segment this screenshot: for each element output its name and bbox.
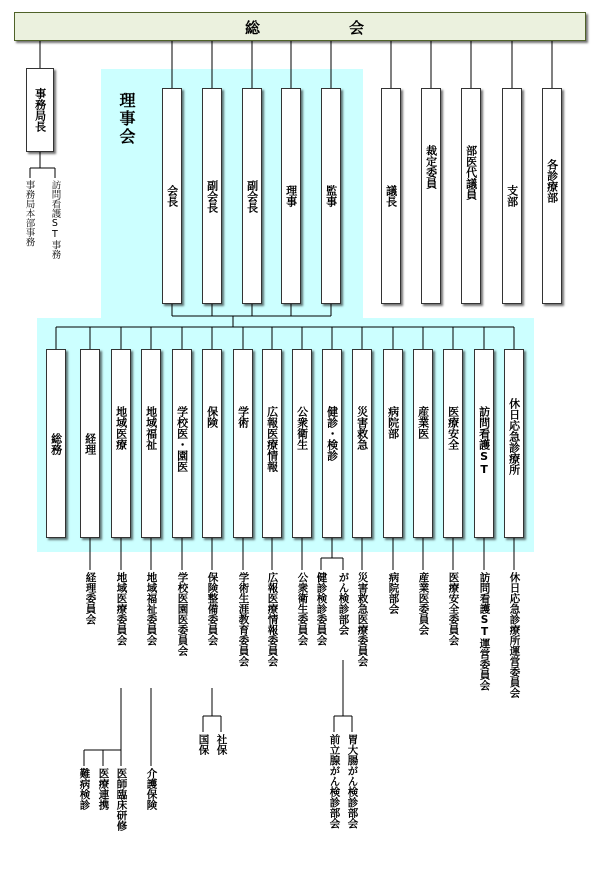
- committee-gakkoui: 学校医園医委員会: [176, 572, 189, 656]
- committee-hoken: 保険整備委員会: [206, 572, 219, 646]
- dept-chiiki-iryo: 地域医療: [111, 349, 131, 538]
- board-member-president: 会長: [162, 88, 182, 304]
- board-member-vice-president-2: 副会長: [242, 88, 262, 304]
- committee-sangyoui: 産業医委員会: [417, 572, 430, 635]
- dept-hoken: 保険: [202, 349, 222, 538]
- general-meeting-label-right: 会: [349, 19, 366, 37]
- dept-sangyoui: 産業医: [413, 349, 433, 538]
- committee-kouhou: 広報医療情報委員会: [266, 572, 279, 667]
- general-meeting-label-left: 総: [245, 19, 262, 37]
- secretariat-sub-st: 訪問看護ST事務: [49, 180, 61, 259]
- committee-iryou-anzen: 医療安全委員会: [447, 572, 460, 646]
- sub-zenritsusen: 前立腺がん検診部会: [328, 734, 341, 829]
- committee-koushu-eisei: 公衆衛生委員会: [296, 572, 309, 646]
- meeting-body-clinical: 各診療部: [542, 88, 562, 304]
- meeting-body-chair: 議長: [381, 88, 401, 304]
- meeting-body-arbitration: 裁定委員: [421, 88, 441, 304]
- committee-chiiki-iryo: 地域医療委員会: [115, 572, 128, 646]
- dept-keiri: 経理: [80, 349, 100, 538]
- committee-byouin: 病院部会: [387, 572, 400, 614]
- meeting-body-branch: 支部: [502, 88, 522, 304]
- sub-kaigo-hoken: 介護保険: [145, 768, 158, 810]
- dept-soumu: 総務: [46, 349, 66, 538]
- dept-houmon-kango: 訪問看護ST: [474, 349, 494, 538]
- sub-idaichou: 胃大腸がん検診部会: [346, 734, 359, 829]
- dept-kouhou: 広報医療情報: [262, 349, 282, 538]
- meeting-body-delegates: 部医代議員: [461, 88, 481, 304]
- dept-kenshin: 健診・検診: [322, 349, 342, 538]
- dept-kyujitsu: 休日応急診療所: [504, 349, 524, 538]
- committee-gan: がん検診部会: [337, 572, 350, 635]
- dept-saigai: 災害救急: [352, 349, 372, 538]
- committee-kyujitsu: 休日応急診療所運営委員会: [508, 572, 521, 698]
- board-member-vice-president-1: 副会長: [202, 88, 222, 304]
- sub-rinshou-kenshu: 医師臨床研修: [115, 768, 128, 831]
- board-label: 理事会: [117, 92, 136, 146]
- committee-houmon-kango: 訪問看護ST運営委員会: [478, 572, 491, 691]
- sub-shaho: 社保: [215, 734, 228, 755]
- committee-kenshin: 健診検診委員会: [315, 572, 328, 646]
- dept-koushu-eisei: 公衆衛生: [292, 349, 312, 538]
- committee-saigai: 災害救急医療委員会: [356, 572, 369, 667]
- secretariat-head-label: 事務局長: [33, 88, 47, 132]
- dept-byouin: 病院部: [383, 349, 403, 538]
- committee-chiiki-fukushi: 地域福祉委員会: [145, 572, 158, 646]
- dept-chiiki-fukushi: 地域福祉: [141, 349, 161, 538]
- sub-nanbyou: 難病検診: [78, 768, 91, 810]
- general-meeting-box: [14, 12, 586, 41]
- sub-iryou-renkei: 医療連携: [97, 768, 110, 810]
- board-member-director: 理事: [281, 88, 301, 304]
- committee-gakujutsu: 学術生涯教育委員会: [237, 572, 250, 667]
- dept-gakkoui: 学校医・園医: [172, 349, 192, 538]
- committee-keiri: 経理委員会: [84, 572, 97, 625]
- sub-kokuho: 国保: [197, 734, 210, 755]
- secretariat-head-box: [26, 68, 54, 152]
- board-member-auditor: 監事: [321, 88, 341, 304]
- dept-gakujutsu: 学術: [233, 349, 253, 538]
- dept-iryou-anzen: 医療安全: [443, 349, 463, 538]
- secretariat-sub-honbu: 事務局本部事務: [23, 180, 35, 247]
